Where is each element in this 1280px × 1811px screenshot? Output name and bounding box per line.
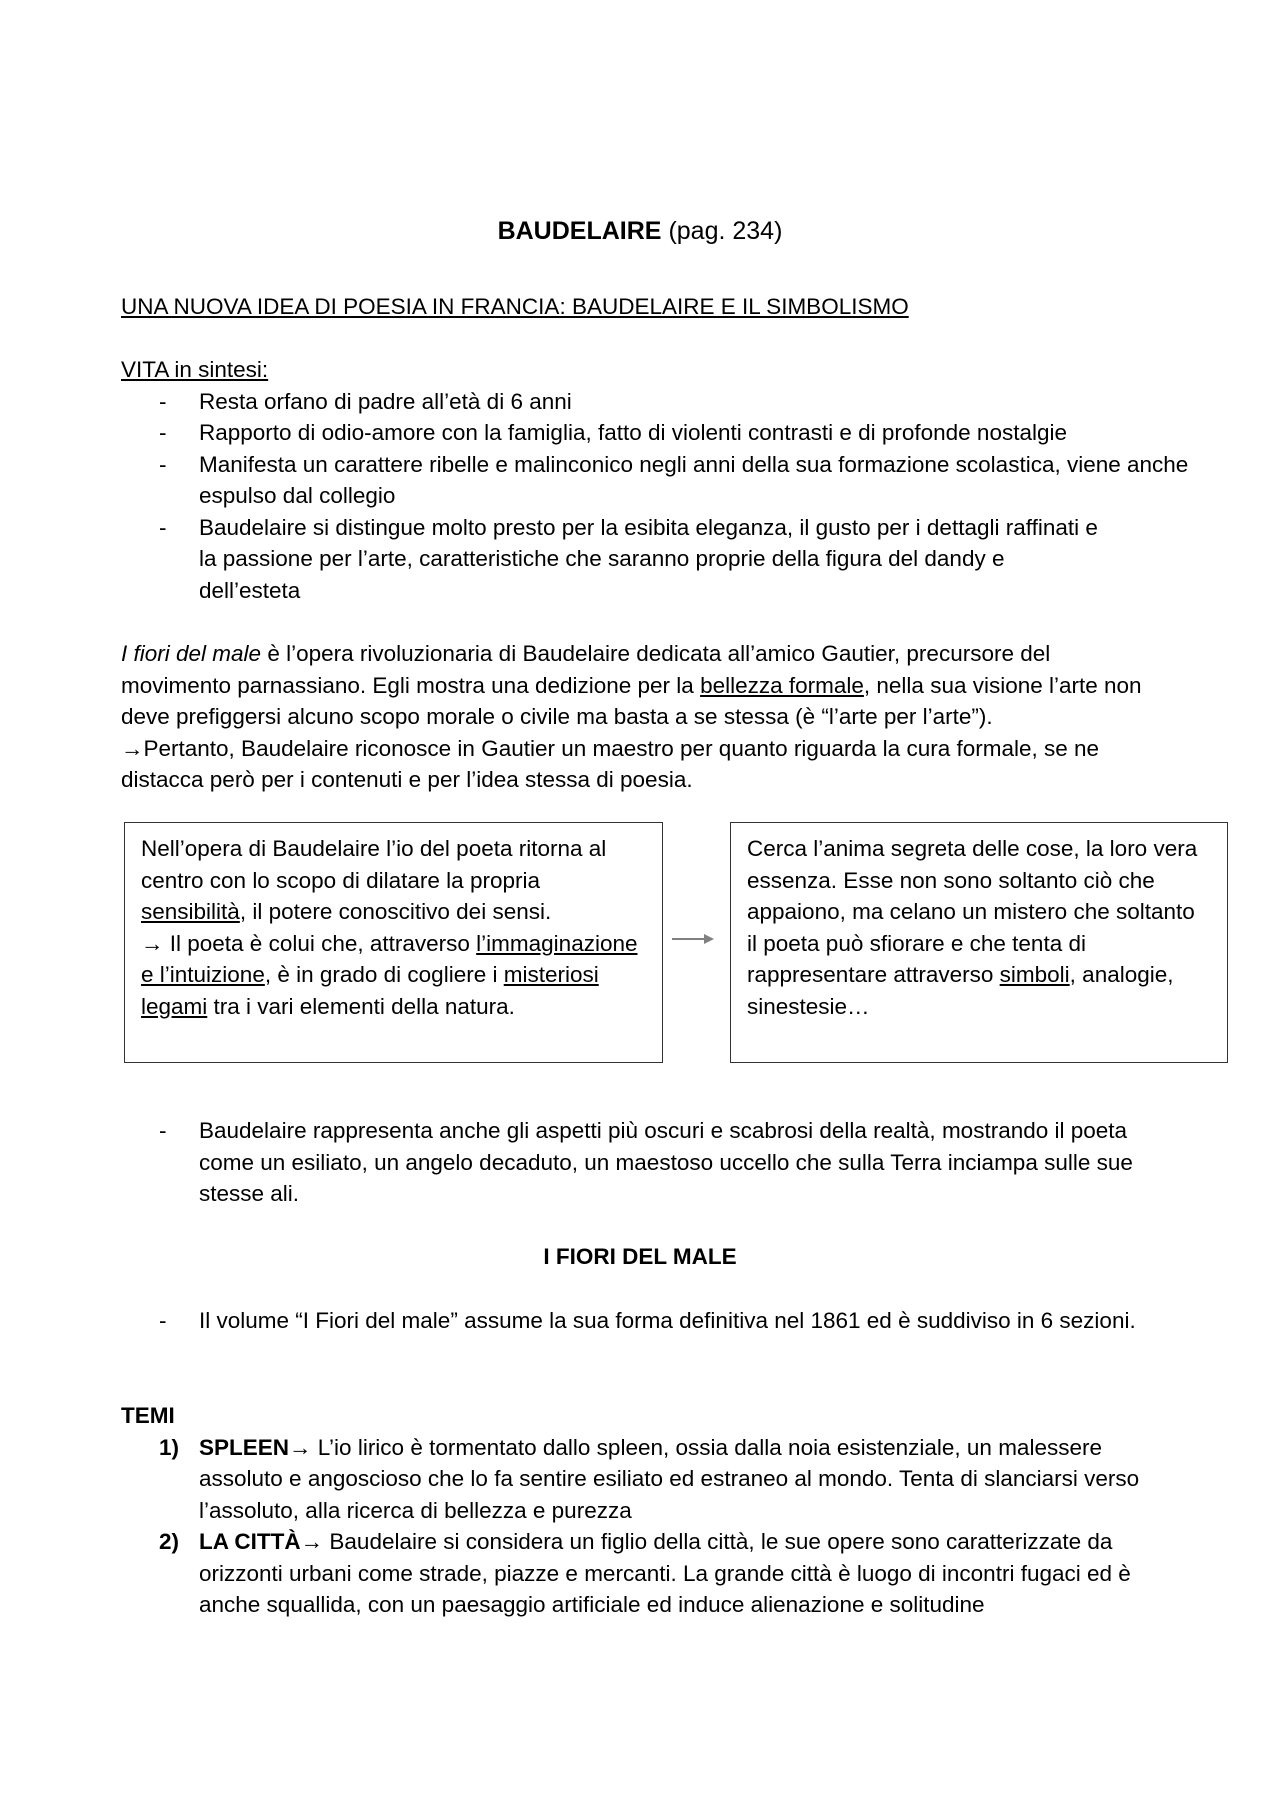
box-text: , è in grado di cogliere i	[264, 962, 504, 987]
page-title	[0, 216, 1280, 248]
list-item-text: Il volume “I Fiori del male” assume la sua forma definitiva nel 1861 ed è suddiviso in 6 sezioni.	[199, 1308, 1136, 1333]
item-number: 2)	[159, 1529, 180, 1554]
box-text: tra i vari elementi della natura.	[207, 993, 515, 1019]
title-main: BAUDELAIRE	[497, 217, 662, 245]
box-text: , analogie, sinestesie…	[747, 962, 1174, 1019]
box-text: , il potere conoscitivo dei sensi.	[239, 899, 552, 924]
fiori-italic-title: I fiori del male	[121, 641, 262, 666]
list-item	[121, 1432, 1181, 1527]
underlined-term: sensibilità	[141, 899, 240, 924]
list-item	[121, 386, 1201, 418]
vita-heading: VITA in sintesi:	[121, 357, 269, 382]
arrow-icon: →	[289, 1434, 312, 1460]
list-item	[121, 417, 1201, 449]
temi-section	[121, 1400, 1181, 1621]
paragraph-text: , nella sua visione l’arte non deve prefiggersi alcuno scopo morale o civile ma basta a se stessa (è “l’arte per l’arte”).	[121, 672, 1142, 729]
box-left-text	[141, 833, 646, 1022]
box-left	[124, 822, 663, 1063]
underlined-term: l’immaginazione e l’intuizione	[141, 930, 638, 987]
vita-section	[121, 354, 1189, 606]
theme-label: LA CITTÀ	[199, 1529, 301, 1554]
fiori-paragraph	[121, 638, 1161, 796]
arrow-icon: →	[121, 735, 144, 761]
list-item	[121, 449, 1201, 512]
dash-bullet: -	[159, 1308, 167, 1333]
arrow-icon: →	[141, 930, 164, 956]
vita-list	[121, 386, 1201, 607]
dash-bullet: -	[159, 388, 167, 414]
title-pages: (pag. 234)	[668, 217, 783, 245]
list-item-text: Baudelaire si considera un figlio della città, le sue opere sono caratterizzate da orizzonti urbani come strade, piazze e mercanti. La grande città è luogo di incontri fugaci ed è anche squallida, con un paesaggio artificiale ed induce alienazione e solitudine	[199, 1529, 1131, 1617]
theme-label: SPLEEN	[199, 1434, 290, 1460]
list-item	[121, 1305, 1161, 1337]
box-text: Nell’opera di Baudelaire l’io del poeta ritorna al centro con lo scopo di dilatare la propria	[141, 836, 607, 893]
fiori-heading: I FIORI DEL MALE	[543, 1244, 737, 1269]
list-item-text: L’io lirico è tormentato dallo spleen, ossia dalla noia esistenziale, un malessere assoluto e angoscioso che lo fa sentire esiliato ed estraneo al mondo. Tenta di slanciarsi verso l’assoluto, alla ricerca di bellezza e purezza	[199, 1434, 1140, 1523]
list-item	[121, 512, 1099, 607]
dash-bullet: -	[159, 451, 167, 477]
box-text: Il poeta è colui che, attraverso	[163, 930, 477, 956]
underlined-term: simboli	[999, 962, 1070, 987]
subtitle: UNA NUOVA IDEA DI POESIA IN FRANCIA: BAUDELAIRE E IL SIMBOLISMO	[121, 294, 909, 319]
paragraph-text: è l’opera rivoluzionaria di Baudelaire dedicata all’amico Gautier, precursore del movimento parnassiano. Egli mostra una dedizione per la	[121, 641, 1051, 698]
oscuri-list	[121, 1115, 1181, 1210]
list-item	[121, 1526, 1181, 1621]
volume-section	[121, 1305, 1161, 1337]
box-text: Cerca l’anima segreta delle cose, la loro vera essenza. Esse non sono soltanto ciò che appaiono, ma celano un mistero che soltanto il poeta può sfiorare e che tenta di rappresentare attraverso	[747, 836, 1198, 987]
temi-list	[121, 1432, 1181, 1621]
arrow-icon: →	[300, 1529, 324, 1554]
box-right-text	[747, 833, 1211, 1022]
paragraph-text: Pertanto, Baudelaire riconosce in Gautier un maestro per quanto riguarda la cura formale, se ne distacca però per i contenuti e per l’idea stessa di poesia.	[121, 735, 1100, 792]
underlined-term: misteriosi legami	[141, 962, 599, 1019]
list-item	[121, 1115, 1181, 1210]
bullet-after-boxes	[121, 1115, 1181, 1210]
volume-list	[121, 1305, 1161, 1337]
dash-bullet: -	[159, 420, 167, 445]
box-right	[730, 822, 1228, 1063]
item-number: 1)	[159, 1434, 180, 1460]
dash-bullet: -	[159, 514, 167, 540]
list-item-text: Rapporto di odio-amore con la famiglia, fatto di violenti contrasti e di profonde nostalgie	[199, 420, 1067, 445]
list-item-text: Manifesta un carattere ribelle e malinconico negli anni della sua formazione scolastica, viene anche espulso dal collegio	[199, 451, 1189, 508]
temi-heading: TEMI	[121, 1403, 175, 1428]
list-item-text: Resta orfano di padre all’età di 6 anni	[199, 388, 572, 414]
bellezza-formale: bellezza formale	[700, 672, 864, 698]
list-item-text: Baudelaire si distingue molto presto per la esibita eleganza, il gusto per i dettagli raffinati e la passione per l’arte, caratteristiche che saranno proprie della figura del dandy e dell’esteta	[199, 514, 1098, 603]
list-item-text: Baudelaire rappresenta anche gli aspetti più oscuri e scabrosi della realtà, mostrando il poeta come un esiliato, un angelo decaduto, un maestoso uccello che sulla Terra inciampa sulle sue stesse ali.	[199, 1118, 1133, 1206]
arrow-right-icon	[672, 932, 714, 946]
dash-bullet: -	[159, 1118, 167, 1143]
